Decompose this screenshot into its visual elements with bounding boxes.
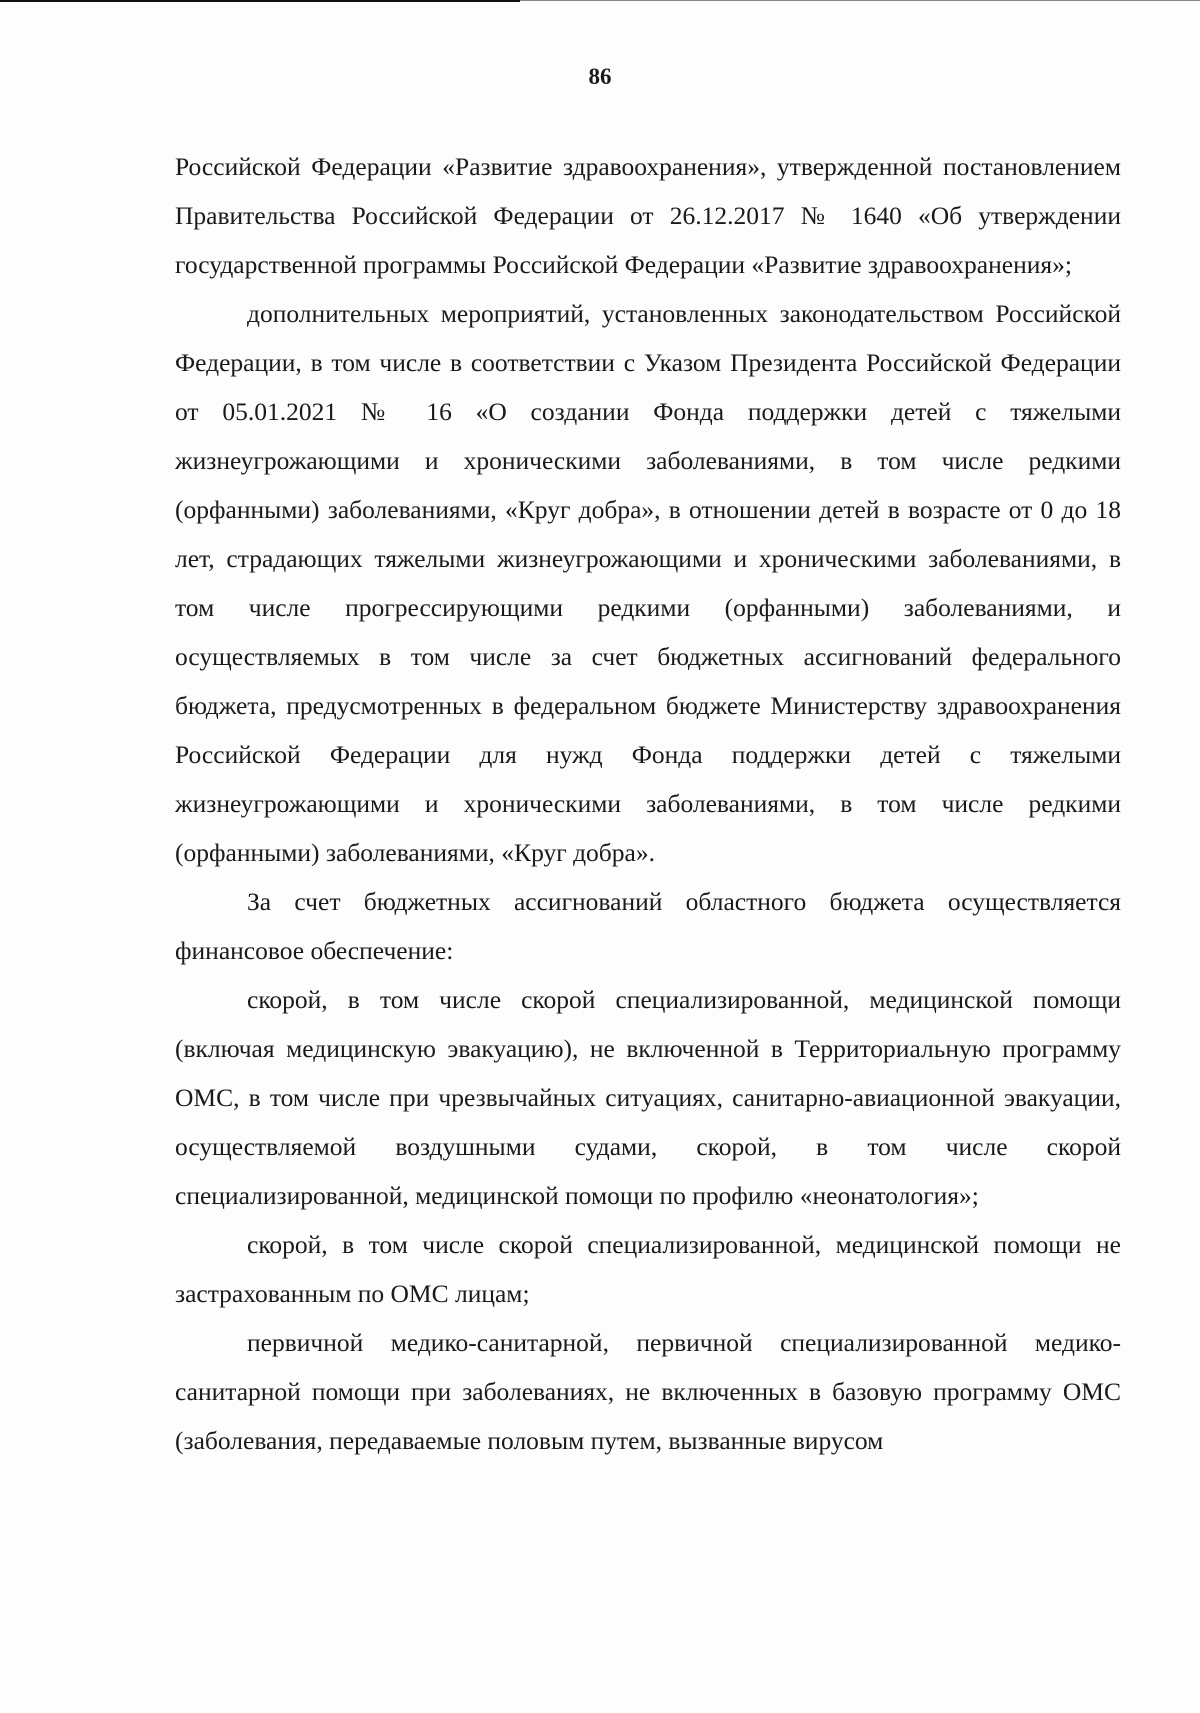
paragraph-3: За счет бюджетных ассигнований областного бюджета осуществляется финансовое обеспечение:: [175, 887, 1121, 965]
paragraph-2: дополнительных мероприятий, установленных законодательством Российской Федерации, в том числе в соответствии с Указом Президента Российской Федерации от 05.01.2021 № 16 «О создании Фонда поддержки детей с тяжелыми жизнеугрожающими и хроническими заболеваниями, в том числе редкими (орфанными) заболеваниями, «Круг добра», в отношении детей в возрасте от 0 до 18 лет, страдающих тяжелыми жизнеугрожающими и хроническими заболеваниями, в том числе прогрессирующими редкими (орфанными) заболеваниями, и осуществляемых в том числе за счет бюджетных ассигнований федерального бюджета, предусмотренных в федеральном бюджете Министерству здравоохранения Российской Федерации для нужд Фонда поддержки детей с тяжелыми жизнеугрожающими и хроническими заболеваниями, в том числе редкими (орфанными) заболеваниями, «Круг добра».: [175, 299, 1121, 867]
paragraph-1: Российской Федерации «Развитие здравоохранения», утвержденной постановлением Правительства Российской Федерации от 26.12.2017 № 1640 «Об утверждении государственной программы Российской Федерации «Развитие здравоохранения»;: [175, 152, 1121, 279]
paragraph-6: первичной медико-санитарной, первичной специализированной медико-санитарной помощи при заболеваниях, не включенных в базовую программу ОМС (заболевания, передаваемые половым путем, вызванные вирусом: [175, 1328, 1121, 1455]
paragraph-5: скорой, в том числе скорой специализированной, медицинской помощи не застрахованным по ОМС лицам;: [175, 1230, 1121, 1308]
scan-top-edge-thin: [520, 0, 1200, 1]
scan-top-edge: [0, 0, 520, 2]
document-body: [175, 142, 1121, 1465]
page-number: 86: [588, 64, 612, 89]
paragraph-4: скорой, в том числе скорой специализированной, медицинской помощи (включая медицинскую эвакуацию), не включенной в Территориальную программу ОМС, в том числе при чрезвычайных ситуациях, санитарно-авиационной эвакуации, осуществляемой воздушными судами, скорой, в том числе скорой специализированной, медицинской помощи по профилю «неонатология»;: [175, 985, 1121, 1210]
